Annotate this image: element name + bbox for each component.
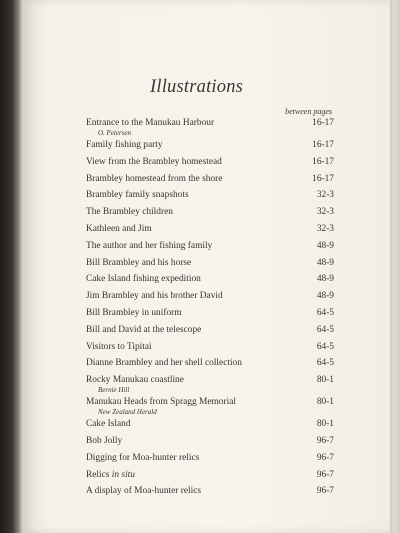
list-item xyxy=(86,273,334,290)
illustration-pages: 32-3 xyxy=(316,223,334,234)
photo-credit: New Zealand Herald xyxy=(98,408,157,417)
illustration-pages: 48-9 xyxy=(316,291,334,302)
illustration-pages: 64-5 xyxy=(316,324,334,335)
illustration-pages: 48-9 xyxy=(316,240,334,251)
list-item xyxy=(86,117,334,139)
list-item xyxy=(86,156,334,173)
illustration-caption: Kathleen and Jim xyxy=(86,223,152,234)
illustration-pages: 48-9 xyxy=(316,274,334,285)
column-header-between-pages: between pages xyxy=(285,107,332,116)
illustration-pages: 96-7 xyxy=(316,469,334,480)
illustration-pages: 16-17 xyxy=(312,118,334,128)
illustration-caption: Bill Brambley in uniform xyxy=(86,307,182,318)
photo-credit: Bernie Hill xyxy=(98,386,130,395)
list-item xyxy=(86,324,334,341)
book-spine-gutter xyxy=(0,0,22,533)
illustration-pages: 64-5 xyxy=(316,358,334,369)
list-item xyxy=(86,396,334,418)
list-item xyxy=(86,206,334,223)
list-item xyxy=(86,223,334,240)
illustration-pages: 80-1 xyxy=(316,397,334,408)
list-item xyxy=(86,290,334,307)
illustration-pages: 16-17 xyxy=(312,173,334,184)
illustration-pages: 96-7 xyxy=(316,486,334,497)
illustration-pages: 48-9 xyxy=(316,257,334,268)
illustration-caption: View from the Brambley homestead xyxy=(86,156,222,167)
illustration-caption: Manukau Heads from Spragg Memorial xyxy=(86,397,236,408)
illustration-caption: Family fishing party xyxy=(86,140,163,150)
list-item xyxy=(86,452,334,469)
list-item xyxy=(86,374,334,396)
illustration-pages: 32-3 xyxy=(316,190,334,201)
illustration-pages: 80-1 xyxy=(316,375,334,386)
page-title: Illustrations xyxy=(150,77,244,97)
illustration-pages: 96-7 xyxy=(316,452,334,463)
list-item xyxy=(86,469,334,486)
illustration-caption: Bill and David at the telescope xyxy=(86,324,202,335)
list-item xyxy=(86,435,334,452)
illustration-caption: Digging for Moa-hunter relics xyxy=(86,452,200,463)
illustration-caption: Cake Island xyxy=(86,419,131,430)
illustration-pages: 32-3 xyxy=(316,207,334,218)
illustration-caption: Dianne Brambley and her shell collection xyxy=(86,358,242,369)
illustration-pages: 80-1 xyxy=(316,419,334,430)
illustration-pages: 64-5 xyxy=(316,307,334,318)
illustrations-list xyxy=(86,117,334,502)
illustration-caption: Cake Island fishing expedition xyxy=(86,274,201,285)
photo-credit: O. Petersen xyxy=(98,129,132,137)
illustration-caption: Entrance to the Manukau Harbour xyxy=(86,118,215,128)
illustration-caption: Brambley family snapshots xyxy=(86,190,189,201)
illustration-caption: Bill Brambley and his horse xyxy=(86,257,192,268)
list-item xyxy=(86,341,334,358)
list-item xyxy=(86,307,334,324)
illustration-caption: Brambley homestead from the shore xyxy=(86,173,223,184)
illustration-caption: The author and her fishing family xyxy=(86,240,213,251)
list-item xyxy=(86,139,334,156)
illustration-caption: Jim Brambley and his brother David xyxy=(86,291,223,302)
illustration-caption: The Brambley children xyxy=(86,207,173,218)
illustration-caption: A display of Moa-hunter relics xyxy=(86,486,202,497)
illustration-caption: Visitors to Tipitai xyxy=(86,341,152,352)
illustration-pages: 96-7 xyxy=(316,435,334,446)
list-item xyxy=(86,257,334,274)
page-edge xyxy=(390,0,400,533)
list-item xyxy=(86,189,334,206)
illustration-caption: Rocky Manukau coastline xyxy=(86,375,184,386)
illustration-pages: 16-17 xyxy=(312,140,334,150)
illustration-caption: Relics in situ xyxy=(86,469,135,480)
illustration-pages: 64-5 xyxy=(316,341,334,352)
illustration-pages: 16-17 xyxy=(312,156,334,167)
list-item xyxy=(86,240,334,257)
list-item xyxy=(86,357,334,374)
list-item xyxy=(86,173,334,190)
list-item xyxy=(86,418,334,435)
list-item xyxy=(86,485,334,502)
illustration-caption: Bob Jolly xyxy=(86,435,123,446)
